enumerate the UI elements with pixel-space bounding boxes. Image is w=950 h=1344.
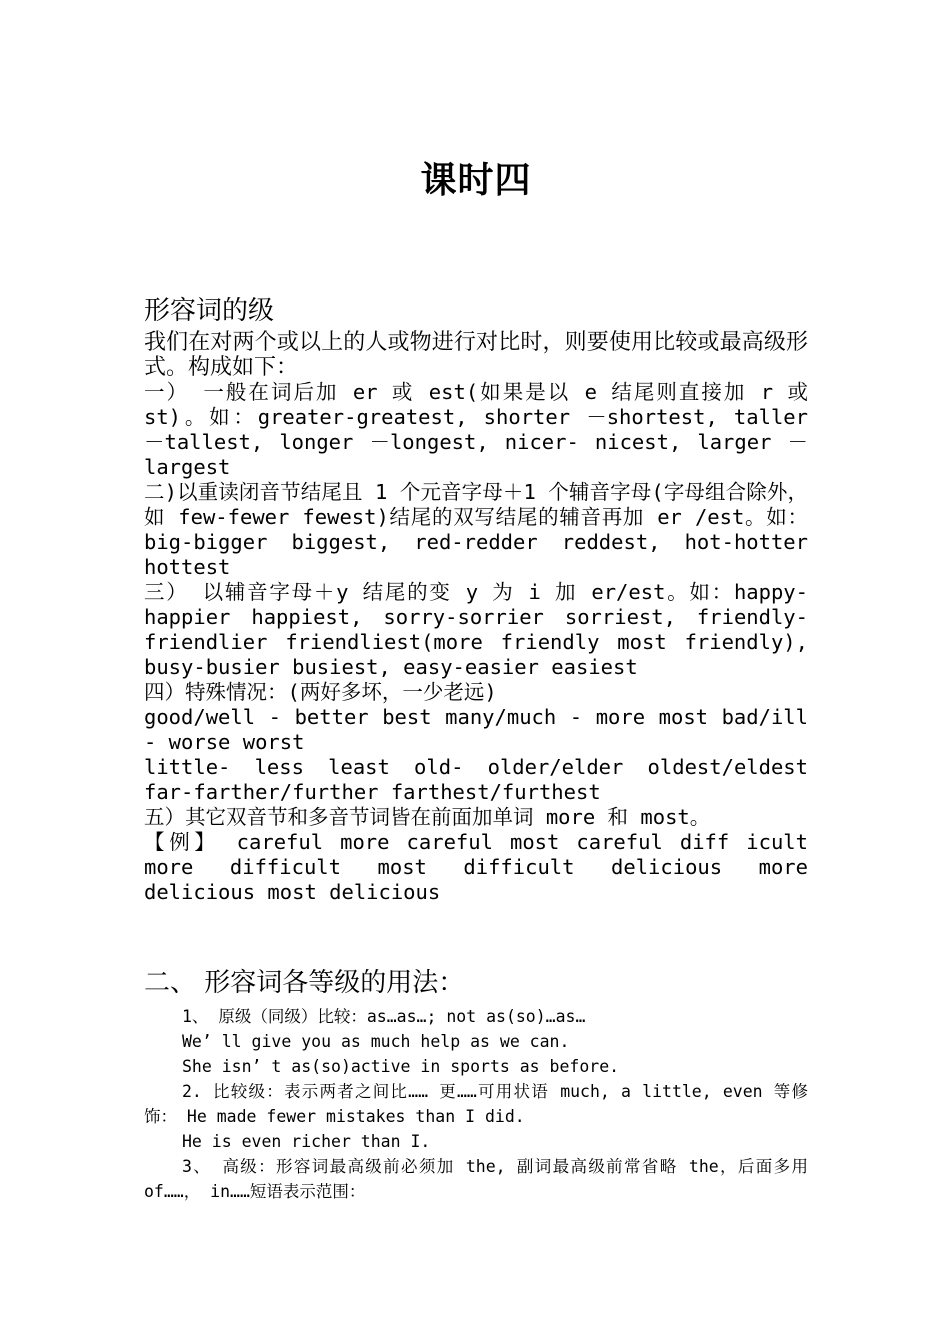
page-title: 课时四	[420, 160, 532, 201]
paragraph-intro: 我们在对两个或以上的人或物进行对比时，则要使用比较或最高级形式。构成如下：	[144, 330, 808, 380]
section-body-degrees	[144, 330, 808, 905]
usage-example-3: He is even richer than I.	[182, 1132, 431, 1151]
paragraph-rule-2: 二)以重读闭音节结尾且 1 个元音字母＋1 个辅音字母(字母组合除外，如 few-fewer fewest)结尾的双写结尾的辅音再加 er /est。如：big-bigger biggest, red-redder reddest, hot-hotter hottest	[144, 480, 808, 579]
usage-line-superlative: 3、 高级：形容词最高级前必须加 the, 副词最高级前常省略 the，后面多用 of……， in……短语表示范围：	[144, 1157, 808, 1201]
paragraph-irregular-1: good/well - better best many/much - more most bad/ill - worse worst	[144, 705, 808, 754]
paragraph-irregular-2: little- less least old- older/elder oldest/eldest far-farther/further farthest/furthest	[144, 755, 808, 804]
usage-example-1: We’ ll give you as much help as we can.	[182, 1032, 570, 1051]
section-heading-usage: 二、 形容词各等级的用法：	[144, 968, 465, 998]
usage-line-positive: 1、 原级（同级）比较：as…as…; not as(so)…as…	[182, 1007, 586, 1026]
paragraph-rule-1: 一） 一般在词后加 er 或 est(如果是以 e 结尾则直接加 r 或 st)。如：greater-greatest, shorter －shortest, taller －tallest, longer －longest, nicer- nicest, larger －largest	[144, 380, 808, 479]
section-body-usage	[144, 1004, 808, 1204]
paragraph-example: 【例】 careful more careful most careful diff icult more difficult most difficult delicious more delicious most delicious	[144, 830, 808, 904]
paragraph-rule-3: 三） 以辅音字母＋y 结尾的变 y 为 i 加 er/est。如：happy-happier happiest, sorry-sorrier sorriest, friendly-friendlier friendliest(more friendly most friendly), busy-busier busiest, easy-easier easiest	[144, 580, 808, 679]
usage-example-2: She isn’ t as(so)active in sports as before.	[182, 1057, 620, 1076]
section-heading-degrees: 形容词的级	[144, 296, 275, 326]
usage-line-comparative: 2. 比较级：表示两者之间比…… 更……可用状语 much, a little, even 等修饰： He made fewer mistakes than I did.	[144, 1082, 808, 1126]
paragraph-rule-4: 四）特殊情况：(两好多坏，一少老远)	[144, 680, 497, 704]
paragraph-rule-5: 五）其它双音节和多音节词皆在前面加单词 more 和 most。	[144, 805, 711, 829]
